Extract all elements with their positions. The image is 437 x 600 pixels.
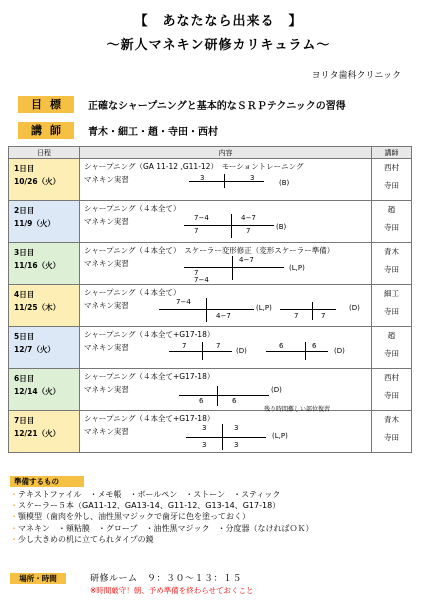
diagram-label: 3 xyxy=(202,441,207,449)
diagram-label: (B) xyxy=(276,223,287,231)
time-note: ※時間厳守！朝、予め準備を終わらせておくこと xyxy=(90,586,254,595)
session-day: 5日目 xyxy=(14,332,35,341)
session-date: 11/9（火） xyxy=(14,219,55,228)
session-day-cell xyxy=(9,411,80,453)
session-practice: マネキン実習 xyxy=(84,343,129,352)
instructor-name: 趙 xyxy=(387,331,396,340)
session-topic: シャープニング（４本全て+G17-18） xyxy=(84,372,215,381)
session-instructors xyxy=(372,327,412,369)
session-diagram xyxy=(84,214,367,240)
diagram-label: 3 xyxy=(234,424,239,432)
session-date: 10/26（火） xyxy=(14,177,61,186)
prep-item-text: 少し大きめの机に立てられタイプの鏡 xyxy=(18,534,154,544)
session-topic: シャープニング（４本全て） スケーラー変形修正（変形スケーラー準備） xyxy=(84,246,335,255)
session-topic: シャープニング（４本全て） xyxy=(84,288,181,297)
instructor-name: 寺田 xyxy=(384,265,399,274)
session-topic: シャープニング（４本全て+G17-18） xyxy=(84,330,215,339)
instructor-name: 西村 xyxy=(384,163,399,172)
instructor-name: 寺田 xyxy=(384,349,399,358)
diagram-label: 7 xyxy=(194,269,199,277)
session-topic: シャープニング（GA 11-12 ,G11-12） モーショントレーニング xyxy=(84,162,304,171)
diagram-divider xyxy=(231,214,232,238)
session-topic: シャープニング（４本全て+G17-18） xyxy=(84,414,215,423)
teacher-text: 青木・細工・趙・寺田・西村 xyxy=(88,127,218,138)
diagram-label: 7 xyxy=(216,342,221,350)
session-content xyxy=(80,159,372,201)
prep-item xyxy=(10,534,314,545)
diagram-label: (L,P) xyxy=(272,432,288,440)
diagram-label: (L,P) xyxy=(289,264,305,272)
prep-item xyxy=(10,523,314,534)
session-content xyxy=(80,243,372,285)
session-day: 3日目 xyxy=(14,248,35,257)
session-date: 12/21（火） xyxy=(14,429,61,438)
diagram-label: (B) xyxy=(279,179,290,187)
prep-label: 準備するもの xyxy=(10,476,84,487)
diagram-label: 3 xyxy=(200,174,205,182)
diagram-label: 6 xyxy=(232,397,237,405)
diagram-label: 6 xyxy=(279,342,284,350)
diagram-label: (D) xyxy=(334,347,345,355)
bullet-icon: ・ xyxy=(10,512,18,522)
session-practice: マネキン実習 xyxy=(84,175,129,184)
diagram-label: (D) xyxy=(271,386,282,394)
diagram-line xyxy=(169,351,232,352)
session-practice: マネキン実習 xyxy=(84,427,129,436)
diagram-label: 3 xyxy=(250,174,255,182)
bullet-icon: ・ xyxy=(10,490,18,499)
session-diagram xyxy=(84,340,367,366)
session-date: 12/14（火） xyxy=(14,387,61,396)
prep-list xyxy=(10,489,314,545)
session-instructors xyxy=(372,411,412,453)
instructor-name: 細工 xyxy=(384,289,399,298)
prep-item-text: 顎模型（歯肉を外し、油性黒マジックで歯牙に色を塗っておく） xyxy=(18,512,250,522)
session-diagram xyxy=(84,256,367,282)
session-diagram xyxy=(84,382,367,413)
diagram-label: 6 xyxy=(199,397,204,405)
session-content xyxy=(80,369,372,411)
session-content xyxy=(80,285,372,327)
session-day: 2日目 xyxy=(14,206,35,215)
session-day-cell xyxy=(9,285,80,327)
session-instructors xyxy=(372,159,412,201)
place-label: 場所・時間 xyxy=(10,573,66,584)
prep-item-text: マネキン ・頬粘膜 ・グローブ ・油性黒マジック ・分度器（なければＯＫ） xyxy=(18,523,314,533)
instructor-name: 寺田 xyxy=(384,391,399,400)
session-day: 4日目 xyxy=(14,290,35,299)
diagram-line xyxy=(280,309,336,310)
instructor-name: 寺田 xyxy=(384,181,399,190)
session-date: 11/25（木） xyxy=(14,303,61,312)
clinic-name: ヨリタ歯科クリニック xyxy=(311,71,401,81)
session-instructors xyxy=(372,201,412,243)
goal-text: 正確なシャープニングと基本的なＳＲＰテクニックの習得 xyxy=(88,101,346,112)
diagram-label: 4−7 xyxy=(216,312,231,320)
session-date: 12/7（火） xyxy=(14,345,55,354)
table-row xyxy=(9,243,412,285)
session-day-cell xyxy=(9,159,80,201)
prep-item-text: スケーラー５本（GA11-12、GA13-14、G11-12、G13-14、G17-18） xyxy=(18,501,281,511)
bullet-icon: ・ xyxy=(10,523,18,533)
session-diagram xyxy=(84,298,367,324)
session-instructors xyxy=(372,243,412,285)
diagram-line xyxy=(184,267,284,268)
table-header-row xyxy=(9,147,412,159)
table-row xyxy=(9,369,412,411)
page-title: 【 あなたなら出来る 】 xyxy=(134,14,303,29)
instructor-name: 寺田 xyxy=(384,307,399,316)
diagram-line xyxy=(266,351,328,352)
diagram-divider xyxy=(206,298,207,322)
session-practice: マネキン実習 xyxy=(84,259,129,268)
instructor-name: 趙 xyxy=(387,205,396,214)
session-day: 1日目 xyxy=(14,164,35,173)
diagram-label: 7 xyxy=(182,342,187,350)
session-instructors xyxy=(372,369,412,411)
diagram-label: (L,P) xyxy=(256,304,272,312)
session-content xyxy=(80,411,372,453)
instructor-name: 青木 xyxy=(384,415,399,424)
diagram-label: 7−4 xyxy=(194,276,209,284)
table-row xyxy=(9,285,412,327)
diagram-divider xyxy=(224,174,225,188)
diagram-divider xyxy=(217,386,218,406)
diagram-label: 3 xyxy=(234,441,239,449)
session-instructors xyxy=(372,285,412,327)
session-content xyxy=(80,327,372,369)
session-practice: マネキン実習 xyxy=(84,385,129,394)
page-subtitle: ～新人マネキン研修カリキュラム～ xyxy=(106,38,331,53)
header-instructor: 講師 xyxy=(372,147,412,159)
diagram-line xyxy=(186,437,266,438)
session-practice: マネキン実習 xyxy=(84,217,129,226)
diagram-label: 7 xyxy=(246,227,251,235)
table-row xyxy=(9,411,412,453)
prep-item xyxy=(10,489,314,500)
header-content: 内容 xyxy=(80,147,372,159)
session-day-cell xyxy=(9,327,80,369)
instructor-name: 青木 xyxy=(384,247,399,256)
session-diagram xyxy=(84,424,367,450)
diagram-label: (D) xyxy=(236,347,247,355)
bullet-icon: ・ xyxy=(10,534,18,544)
diagram-label: 4−7 xyxy=(241,214,256,222)
diagram-divider xyxy=(305,342,306,360)
prep-item xyxy=(10,500,314,511)
session-diagram xyxy=(84,172,367,198)
session-day-cell xyxy=(9,243,80,285)
diagram-label: 7 xyxy=(294,312,299,320)
diagram-line xyxy=(184,225,274,226)
instructor-name: 寺田 xyxy=(384,223,399,232)
teacher-row xyxy=(18,122,218,139)
table-row xyxy=(9,159,412,201)
diagram-label: 7 xyxy=(194,227,199,235)
session-day-cell xyxy=(9,201,80,243)
session-day: 6日目 xyxy=(14,374,35,383)
diagram-label: 4−7 xyxy=(239,256,254,264)
diagram-divider xyxy=(222,424,223,450)
session-date: 11/16（火） xyxy=(14,261,61,270)
session-content xyxy=(80,201,372,243)
diagram-label: 7−4 xyxy=(194,214,209,222)
diagram-label: 7 xyxy=(321,312,326,320)
table-row xyxy=(9,201,412,243)
prep-item-text: テキストファイル ・メモ帳 ・ボールペン ・ストーン ・スティック xyxy=(18,490,281,499)
diagram-label: 6 xyxy=(312,342,317,350)
diagram-label: 7−4 xyxy=(176,298,191,306)
instructor-name: 西村 xyxy=(384,373,399,382)
goal-label: 目標 xyxy=(18,96,74,113)
schedule-table xyxy=(8,146,412,453)
place-text: 研修ルーム ９：３０～１３：１５ xyxy=(90,574,243,584)
diagram-label: (D) xyxy=(349,304,360,312)
session-day-cell xyxy=(9,369,80,411)
header-date: 日程 xyxy=(9,147,80,159)
prep-item xyxy=(10,511,314,522)
diagram-divider xyxy=(232,256,233,280)
instructor-name: 寺田 xyxy=(384,433,399,442)
session-day: 7日目 xyxy=(14,416,35,425)
diagram-label: 残り時間難しい部位復習 xyxy=(264,406,331,413)
diagram-label: 3 xyxy=(202,424,207,432)
teacher-label: 講師 xyxy=(18,122,74,139)
goal-row xyxy=(18,96,346,113)
session-practice: マネキン実習 xyxy=(84,301,129,310)
diagram-divider xyxy=(312,302,313,320)
diagram-divider xyxy=(202,342,203,360)
table-row xyxy=(9,327,412,369)
diagram-line xyxy=(179,395,269,396)
bullet-icon: ・ xyxy=(10,501,18,511)
session-topic: シャープニング（４本全て） xyxy=(84,204,181,213)
